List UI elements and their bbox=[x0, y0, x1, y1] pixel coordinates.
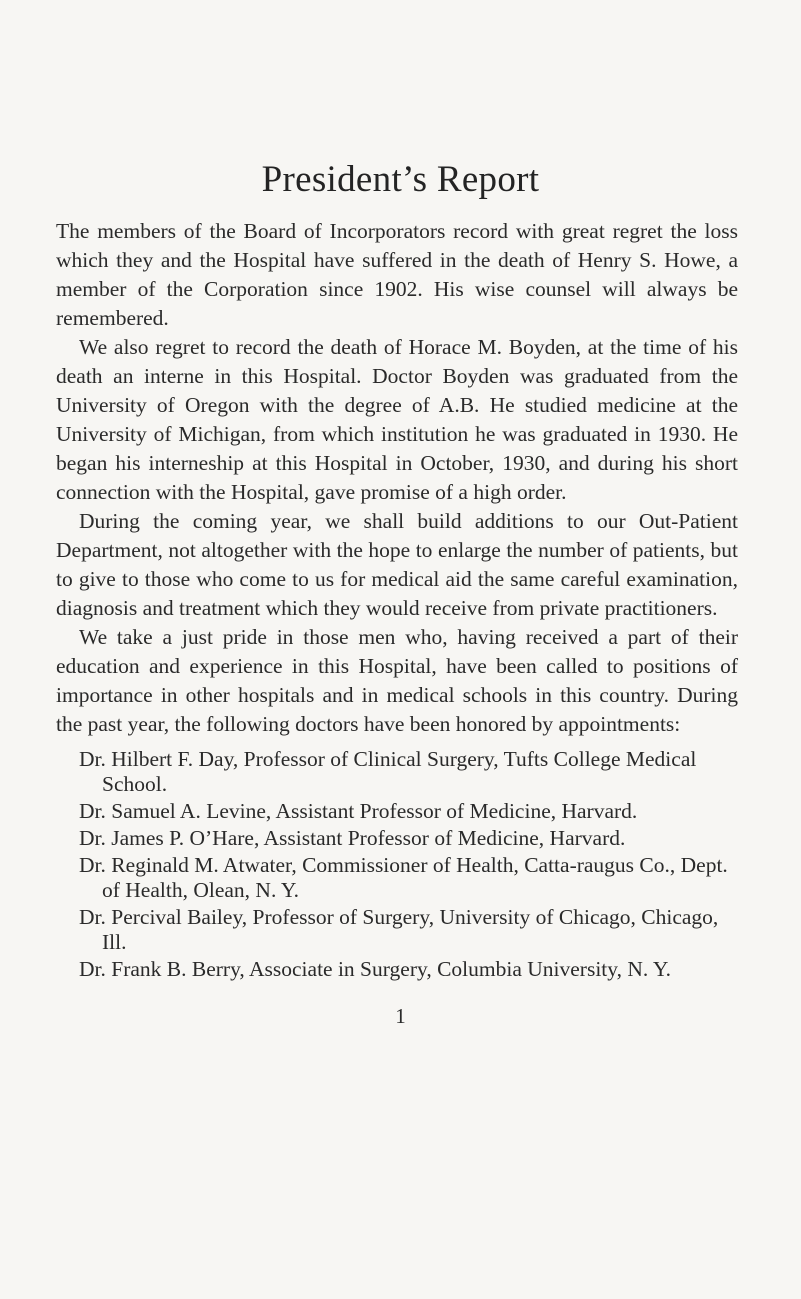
page-title: President’s Report bbox=[261, 159, 540, 200]
page-number: 1 bbox=[395, 1004, 406, 1028]
paragraph-appointments-intro: We take a just pride in those men who, having received a part of their education and experience in this Hospital, have been called to positions of importance in other hospitals and in medical schools in this country. During the past year, the following doctors have been honored by appointments: bbox=[56, 625, 738, 736]
list-item: Dr. Frank B. Berry, Associate in Surgery, Columbia University, N. Y. bbox=[79, 957, 671, 981]
list-item: Dr. Samuel A. Levine, Assistant Professor of Medicine, Harvard. bbox=[79, 799, 638, 823]
paragraph-howe: The members of the Board of Incorporators record with great regret the loss which they and the Hospital have suffered in the death of Henry S. Howe, a member of the Corporation since 1902. His wise counsel will always be remembered. bbox=[56, 219, 738, 330]
paragraph-out-patient: During the coming year, we shall build additions to our Out-Patient Department, not altogether with the hope to enlarge the number of patients, but to give to those who come to us for medical aid the same careful examination, diagnosis and treatment which they would receive from private practitioners. bbox=[56, 509, 738, 620]
list-item: Dr. Reginald M. Atwater, Commissioner of Health, Catta-raugus Co., Dept. of Health, Olean, N. Y. bbox=[79, 853, 728, 902]
list-item: Dr. Hilbert F. Day, Professor of Clinical Surgery, Tufts College Medical School. bbox=[79, 747, 697, 796]
report-body bbox=[56, 217, 738, 984]
appointments-list bbox=[56, 747, 738, 982]
paragraph-boyden: We also regret to record the death of Horace M. Boyden, at the time of his death an interne in this Hospital. Doctor Boyden was graduated from the University of Oregon with the degree of A.B. He studied medicine at the University of Michigan, from which institution he was graduated in 1930. He began his interneship at this Hospital in October, 1930, and during his short connection with the Hospital, gave promise of a high order. bbox=[56, 335, 738, 504]
list-item: Dr. James P. O’Hare, Assistant Professor of Medicine, Harvard. bbox=[79, 826, 626, 850]
list-item: Dr. Percival Bailey, Professor of Surgery, University of Chicago, Chicago, Ill. bbox=[79, 905, 719, 954]
